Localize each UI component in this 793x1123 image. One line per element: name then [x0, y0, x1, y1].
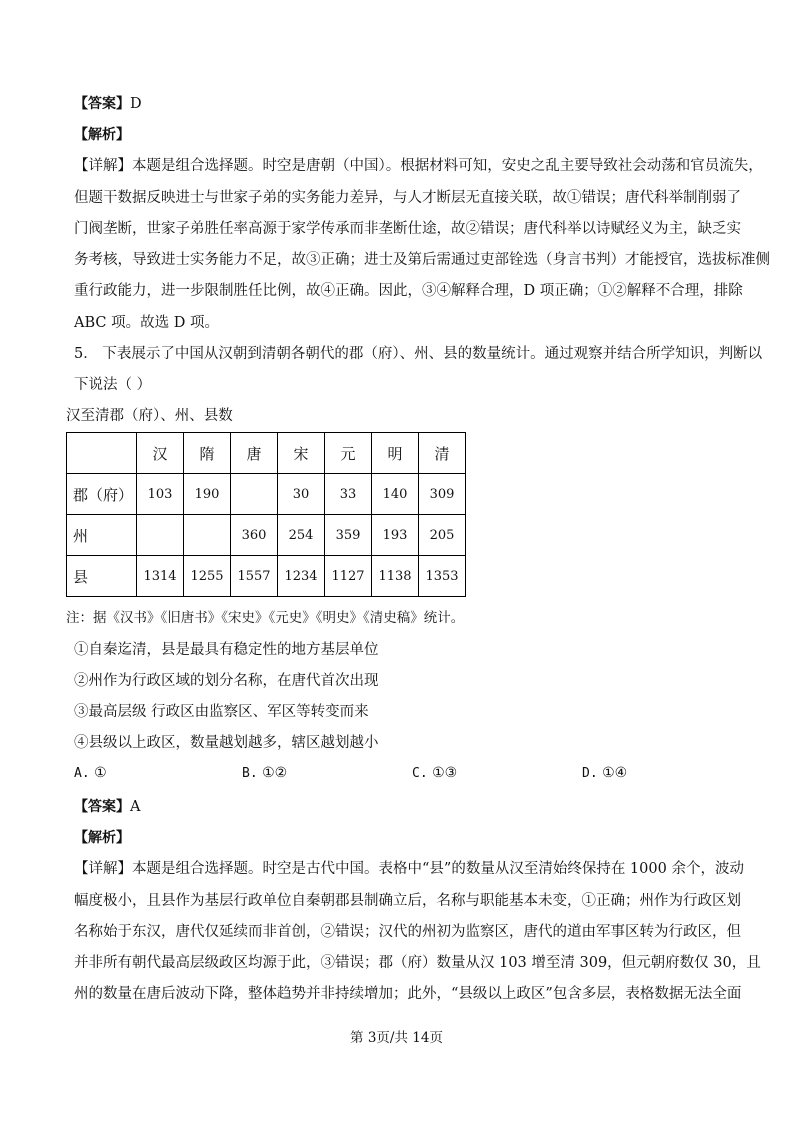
answer-line — [74, 94, 142, 114]
detail-line: 【详解】本题是组合选择题。时空是古代中国。表格中“县”的数量从汉至清始终保持在 1000 余个，波动 — [74, 861, 744, 877]
table-header-cell: 汉 — [137, 433, 184, 474]
detail-line: 并非所有朝代最高层级政区均源于此，③错误；郡（府）数量从汉 103 增至清 309，但元朝府数仅 30，且 — [74, 955, 761, 971]
table-cell: 359 — [325, 515, 372, 556]
detail-line: 门阀垄断，世家子弟胜任率高源于家学传承而非垄断仕途，故②错误；唐代科举以诗赋经义为主，缺乏实 — [74, 221, 741, 237]
answer-line — [74, 797, 140, 817]
table-title: 汉至清郡（府）、州、县数 — [66, 408, 233, 424]
detail-line: 但题干数据反映进士与世家子弟的实务能力差异，与人才断层无直接关联，故①错误；唐代科举制削弱了 — [74, 190, 741, 206]
table-cell: 1127 — [325, 556, 372, 597]
table-cell: 1353 — [419, 556, 466, 597]
option-d: D. ①④ — [582, 765, 628, 781]
table-cell: 205 — [419, 515, 466, 556]
table-cell: 1557 — [231, 556, 278, 597]
answer-label: 【答案】 — [74, 799, 130, 815]
detail-line: 州的数量在唐后波动下降，整体趋势并非持续增加；此外，“县级以上政区”包含多层，表格数据无法全面 — [74, 986, 742, 1002]
table-cell: 190 — [184, 474, 231, 515]
table-header-cell: 元 — [325, 433, 372, 474]
table-header-cell: 明 — [372, 433, 419, 474]
option-b: B. ①② — [242, 765, 288, 781]
table-cell: 30 — [278, 474, 325, 515]
table-row — [67, 556, 466, 597]
question-stem-cont: 下说法（ ） — [74, 377, 152, 393]
detail-line: ABC 项。故选 D 项。 — [74, 315, 219, 331]
table-row-label: 州 — [67, 515, 137, 556]
answer-value: A — [130, 799, 141, 815]
table-cell: 1138 — [372, 556, 419, 597]
detail-line: 幅度极小，且县作为基层行政单位自秦朝郡县制确立后，名称与职能基本未变，①正确；州作为行政区划 — [74, 893, 741, 909]
table-cell: 193 — [372, 515, 419, 556]
page-footer: 第 3页/共 14页 — [350, 1030, 443, 1046]
analysis-label: 【解析】 — [74, 830, 130, 846]
table-cell: 33 — [325, 474, 372, 515]
statement-1: ①自秦迄清，县是最具有稳定性的地方基层单位 — [74, 642, 379, 658]
table-cell — [231, 474, 278, 515]
table-header-cell: 唐 — [231, 433, 278, 474]
statement-2: ②州作为行政区域的划分名称，在唐代首次出现 — [74, 673, 379, 689]
table-header-cell: 隋 — [184, 433, 231, 474]
table-cell: 1234 — [278, 556, 325, 597]
table-cell: 1255 — [184, 556, 231, 597]
table-row-label: 郡（府） — [67, 474, 137, 515]
table-cell — [184, 515, 231, 556]
table-note: 注：据《汉书》《旧唐书》《宋史》《元史》《明史》《清史稿》统计。 — [66, 610, 465, 626]
table-row — [67, 474, 466, 515]
table-header-cell: 宋 — [278, 433, 325, 474]
data-table — [66, 432, 466, 597]
statement-3: ③最高层级 行政区由监察区、军区等转变而来 — [74, 704, 369, 720]
table-cell: 360 — [231, 515, 278, 556]
table-cell: 103 — [137, 474, 184, 515]
table-cell: 1314 — [137, 556, 184, 597]
option-c: C. ①③ — [412, 765, 458, 781]
table-header-cell: 清 — [419, 433, 466, 474]
detail-line: 务考核，导致进士实务能力不足，故③正确；进士及第后需通过吏部铨选（身言书判）才能授官，选拔标准侧 — [74, 252, 770, 268]
table-header-row — [67, 433, 466, 474]
analysis-label: 【解析】 — [74, 127, 130, 143]
statement-4: ④县级以上政区，数量越划越多，辖区越划越小 — [74, 735, 379, 751]
table-cell: 254 — [278, 515, 325, 556]
option-a: A. ① — [74, 765, 107, 781]
table-row — [67, 515, 466, 556]
detail-line: 【详解】本题是组合选择题。时空是唐朝（中国）。根据材料可知，安史之乱主要导致社会动荡和官员流失， — [74, 158, 763, 174]
table-cell — [137, 515, 184, 556]
answer-value: D — [130, 96, 142, 112]
detail-line: 重行政能力，进一步限制胜任比例，故④正确。因此，③④解释合理，D 项正确；①②解释不合理，排除 — [74, 283, 743, 299]
answer-label: 【答案】 — [74, 96, 130, 112]
table-row-label: 县 — [67, 556, 137, 597]
table-cell: 309 — [419, 474, 466, 515]
detail-line: 名称始于东汉，唐代仅延续而非首创，②错误；汉代的州初为监察区，唐代的道由军事区转为行政区，但 — [74, 924, 741, 940]
table-cell: 140 — [372, 474, 419, 515]
table-header-cell — [67, 433, 137, 474]
question-stem: 5． 下表展示了中国从汉朝到清朝各朝代的郡（府）、州、县的数量统计。通过观察并结合所学知识，判断以 — [74, 346, 763, 362]
